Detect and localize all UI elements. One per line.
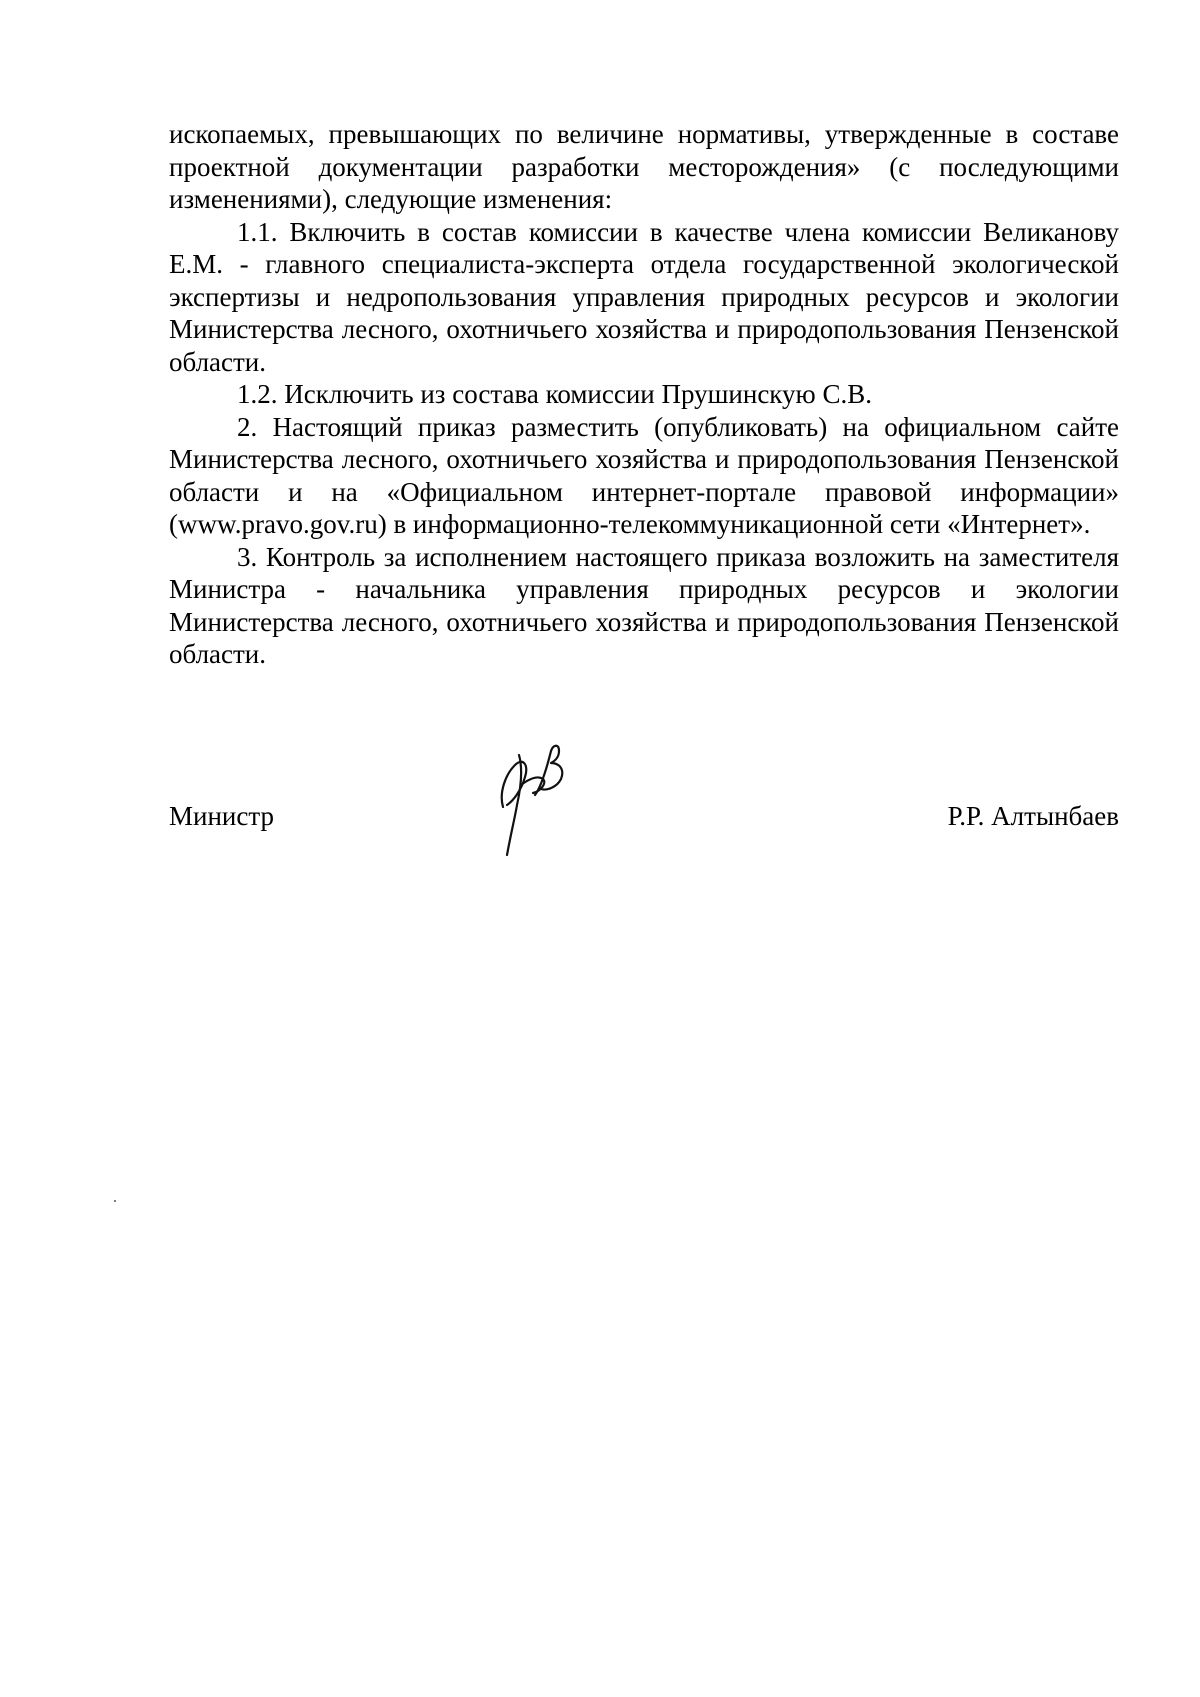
paragraph-continuation: ископаемых, превышающих по величине нормативы, утвержденные в составе проектной документации разработки месторождения» (с последующими изменениями), следующие изменения: (169, 119, 1119, 214)
signatory-title: Министр (169, 801, 274, 831)
paragraph-item-2: 2. Настоящий приказ разместить (опубликовать) на официальном сайте Министерства лесного, охотничьего хозяйства и природопользования Пензенской области и на «Официальном интернет-портале правовой информации» (www.pravo.gov.ru) в информационно-телекоммуникационной сети «Интернет». (169, 411, 1119, 539)
paragraph-item-3: 3. Контроль за исполнением настоящего приказа возложить на заместителя Министра - начальника управления природных ресурсов и экологии Министерства лесного, охотничьего хозяйства и природопользования Пензенской области. (169, 541, 1119, 669)
paragraph-item-1-1: 1.1. Включить в состав комиссии в качестве члена комиссии Великанову Е.М. - главного специалиста-эксперта отдела государственной экологической экспертизы и недропользования управления природных ресурсов и экологии Министерства лесного, охотничьего хозяйства и природопользования Пензенской области. (169, 216, 1119, 377)
document-body (169, 118, 1119, 671)
paragraph-item-1-2: 1.2. Исключить из состава комиссии Прушинскую С.В. (237, 379, 872, 409)
signature-block (169, 800, 1119, 840)
signatory-name: Р.Р. Алтынбаев (947, 801, 1119, 831)
scan-speck (114, 1200, 116, 1202)
